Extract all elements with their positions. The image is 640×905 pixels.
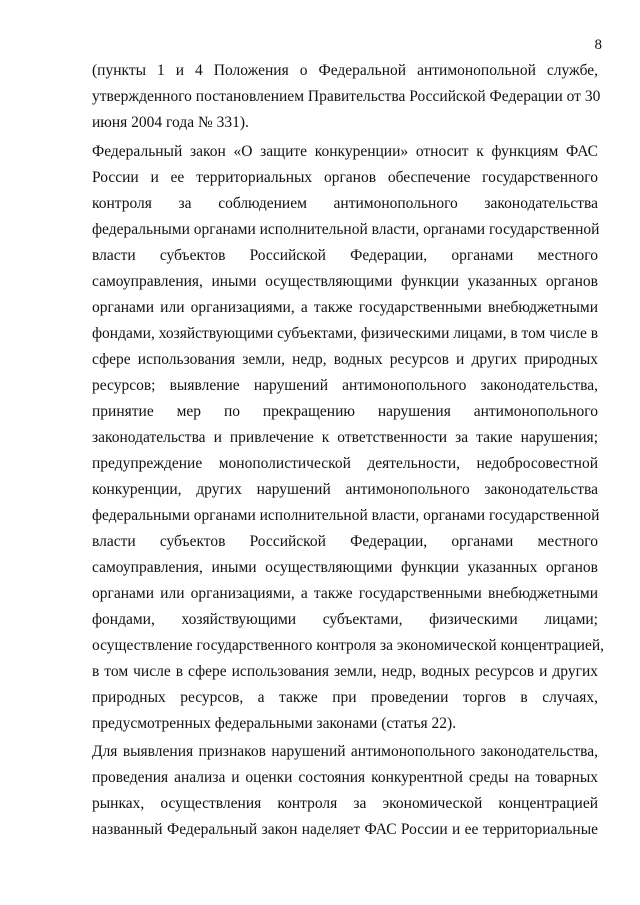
text-line: сфере использования земли, недр, водных ресурсов и других природных	[92, 351, 598, 368]
text-line: в том числе в сфере использования земли, недр, водных ресурсов и других	[92, 663, 598, 680]
text-line: конкуренции, других нарушений антимонопольного законодательства	[92, 481, 598, 498]
page-number: 8	[594, 37, 602, 53]
text-line: России и ее территориальных органов обеспечение государственного	[92, 169, 598, 186]
text-line: предусмотренных федеральными законами (статья 22).	[92, 715, 457, 732]
text-line: федеральными органами исполнительной власти, органами государственной	[92, 221, 600, 238]
text-line: контроля за соблюдением антимонопольного законодательства	[92, 195, 598, 212]
text-line: осуществление государственного контроля за экономической концентрацией,	[92, 637, 605, 654]
text-line: июня 2004 года № 331).	[92, 114, 249, 131]
paragraph-fas-functions	[92, 139, 605, 737]
text-line: законодательства и привлечение к ответственности за такие нарушения;	[92, 429, 598, 446]
text-line: самоуправления, иными осуществляющими функции указанных органов	[92, 559, 598, 576]
text-line: органами или организациями, а также государственными внебюджетными	[92, 585, 598, 602]
text-line: самоуправления, иными осуществляющими функции указанных органов	[92, 273, 598, 290]
text-line: власти субъектов Российской Федерации, органами местного	[92, 247, 598, 264]
text-line: утвержденного постановлением Правительства Российской Федерации от 30	[92, 88, 601, 105]
text-line: рынках, осуществления контроля за экономической концентрацией	[92, 795, 598, 812]
text-line: ресурсов; выявление нарушений антимонопольного законодательства,	[92, 377, 598, 394]
text-line: Для выявления признаков нарушений антимонопольного законодательства,	[92, 743, 598, 760]
paragraph-fas-powers	[92, 739, 598, 843]
text-line: органами или организациями, а также государственными внебюджетными	[92, 299, 598, 316]
text-line: (пункты 1 и 4 Положения о Федеральной антимонопольной службе,	[92, 62, 598, 79]
text-line: предупреждение монополистической деятельности, недобросовестной	[92, 455, 598, 472]
text-line: Федеральный закон «О защите конкуренции» относит к функциям ФАС	[92, 143, 598, 160]
text-line: проведения анализа и оценки состояния конкурентной среды на товарных	[92, 769, 598, 786]
text-line: названный Федеральный закон наделяет ФАС России и ее территориальные	[92, 821, 598, 838]
text-line: принятие мер по прекращению нарушения антимонопольного	[92, 403, 598, 420]
text-line: власти субъектов Российской Федерации, органами местного	[92, 533, 598, 550]
paragraph-regulation-reference	[92, 58, 601, 136]
text-line: фондами, хозяйствующими субъектами, физическими лицами, в том числе в	[92, 325, 599, 342]
text-line: федеральными органами исполнительной власти, органами государственной	[92, 507, 600, 524]
text-line: фондами, хозяйствующими субъектами, физическими лицами;	[92, 611, 598, 628]
text-line: природных ресурсов, а также при проведении торгов в случаях,	[92, 689, 598, 706]
